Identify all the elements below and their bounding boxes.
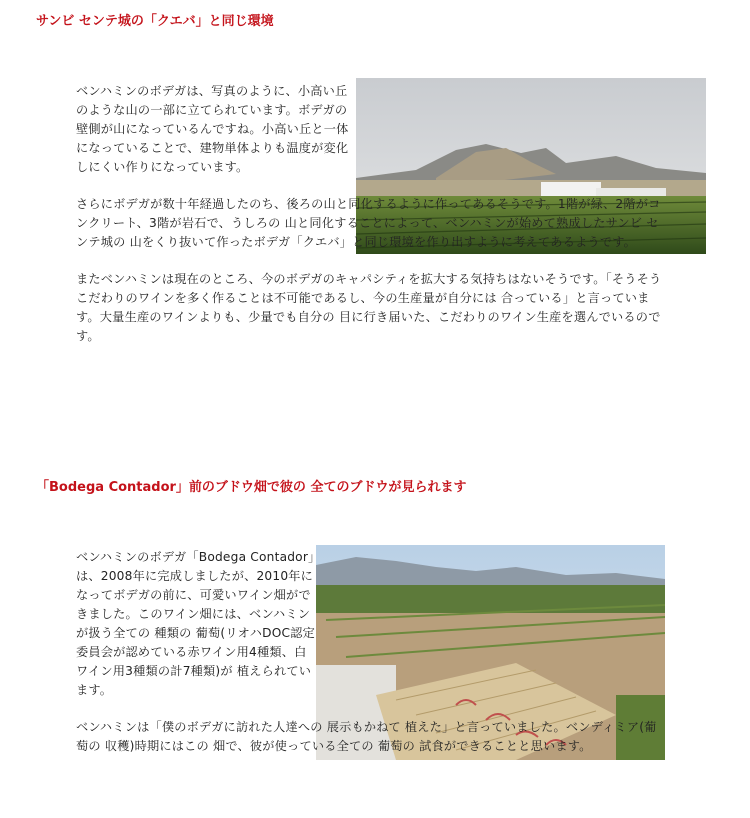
section1-paragraph-2: さらにボデガが数十年経過したのち、後ろの山と同化するように作ってあるそうです。1階が緑、2階がコンクリート、3階が岩石で、うしろの 山と同化することによって、ベンハミンが始めて熟成したサンビ センテ城の 山をくり抜いて作ったボデガ「クエバ」と同じ環境を作り出すように考えてあるようです。 xyxy=(76,197,661,249)
section1-paragraph-1: ベンハミンのボデガは、写真のように、小高い丘のような山の一部に立てられています。ボデガの壁側が山になっているんですね。小高い丘と一体になっていることで、建物単体よりも温度が変化しにくい作りになっています。 xyxy=(76,84,349,174)
section2-text xyxy=(76,548,666,756)
section1-paragraph-3: またベンハミンは現在のところ、今のボデガのキャパシティを拡大する気持ちはないそうです。「そうそうこだわりのワインを多く作ることは不可能であるし、今の生産量が自分には 合っている」と言っています。大量生産のワインよりも、少量でも自分の 目に行き届いた、こだわりのワイン生産を選んでいるのです。 xyxy=(76,272,662,343)
section1-text xyxy=(76,82,666,346)
section2-paragraph-1: ベンハミンのボデガ「Bodega Contador」は、2008年に完成しましたが、2010年になってボデガの前に、可愛いワイン畑ができました。このワイン畑には、ベンハミンが扱う全ての 種類の 葡萄(リオハDOC認定委員会が認めている赤ワイン用4種類、白ワイン用3種類の計7種類)が 植えられています。 xyxy=(76,550,316,697)
section-heading-cueva: サンビ センテ城の「クエバ」と同じ環境 xyxy=(36,14,274,29)
section-heading-contador: 「Bodega Contador」前のブドウ畑で彼の 全てのブドウが見られます xyxy=(36,480,467,495)
section2-paragraph-2: ベンハミンは「僕のボデガに訪れた人達への 展示もかねて 植えた」と言っていました。ベンディミア(葡萄の 収穫)時期にはこの 畑で、彼が使っている全ての 葡萄の 試食ができることと思います。 xyxy=(76,720,657,753)
